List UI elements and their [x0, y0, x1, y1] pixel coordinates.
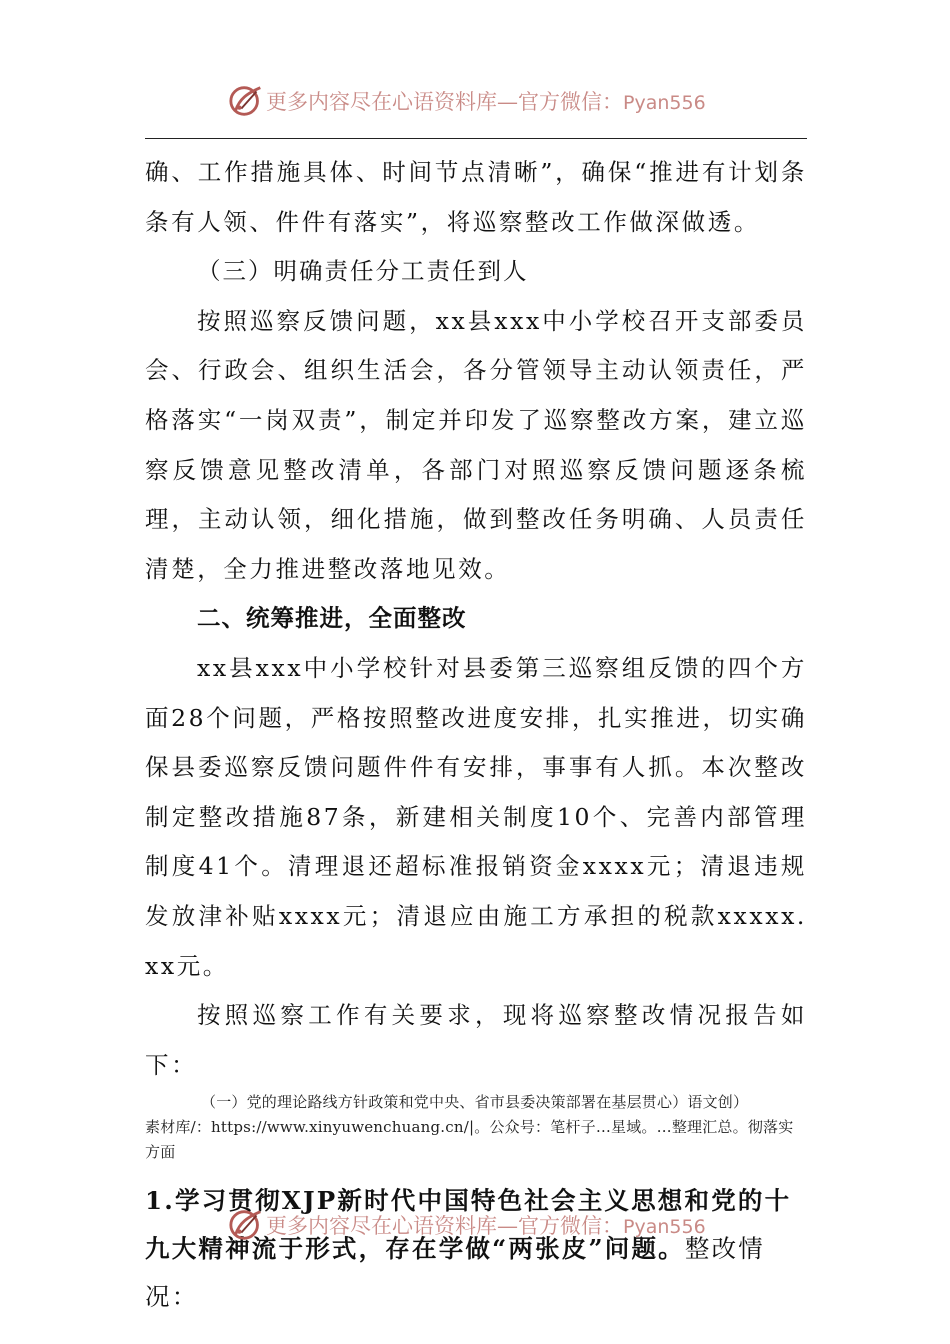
item-heading-1-bold: 1.学习贯彻XJP新时代中国特色社会主义思想和党的十九大精神流于形式，存在学做“两张皮”问题。: [145, 1186, 792, 1264]
paragraph-2: 按照巡察反馈问题，xx县xxx中小学校召开支部委员会、行政会、组织生活会，各分管领导主动认领责任，严格落实“一岗双责”，制定并印发了巡察整改方案，建立巡察反馈意见整改清单，各部门对照巡察反馈问题逐条梳理，主动认领，细化措施，做到整改任务明确、人员责任清楚，全力推进整改落地见效。: [145, 306, 807, 583]
paragraph-3: xx县xxx中小学校针对县委第三巡察组反馈的四个方面28个问题，严格按照整改进度安排，扎实推进，切实确保县委巡察反馈问题件件有安排，事事有人抓。本次整改制定整改措施87条，新建相关制度10个、完善内部管理制度41个。清理退还超标准报销资金xxxx元；清退违规发放津补贴xxxx元；清退应由施工方承担的税款xxxxx.xx元。: [145, 653, 807, 980]
banner-wechat-id: Pyan556: [623, 92, 706, 114]
pen-seal-icon: [228, 82, 266, 120]
item-heading-1-tail: 整改情况：: [145, 1234, 765, 1312]
pen-seal-icon: [228, 1206, 266, 1244]
paragraph-1: 确、工作措施具体、时间节点清晰”，确保“推进有计划条条有人领、件件有落实”，将巡察整改工作做深做透。: [145, 158, 807, 236]
footer-banner: [0, 1202, 950, 1252]
subheading-3: （三）明确责任分工责任到人: [197, 257, 529, 286]
small-note: [145, 1090, 807, 1165]
banner-text: 更多内容尽在心语资料库—官方微信：: [266, 90, 623, 114]
header-banner: [0, 78, 950, 128]
small-note-line1: （一）党的理论路线方针政策和党中央、省市县委决策部署在基层贯心）语文创）: [201, 1093, 749, 1112]
paragraph-4: 按照巡察工作有关要求，现将巡察整改情况报告如下：: [145, 1001, 807, 1079]
banner-text: 更多内容尽在心语资料库—官方微信：: [266, 1214, 623, 1238]
small-note-rest: 素材库/：https://www.xinyuwenchuang.cn/|。公众号：笔杆子…星域。…整理汇总。彻落实方面: [145, 1118, 794, 1162]
header-rule: [145, 138, 807, 139]
section-heading-2: 二、统筹推进，全面整改: [197, 604, 467, 633]
banner-wechat-id: Pyan556: [623, 1216, 706, 1238]
document-body: [145, 148, 807, 1321]
